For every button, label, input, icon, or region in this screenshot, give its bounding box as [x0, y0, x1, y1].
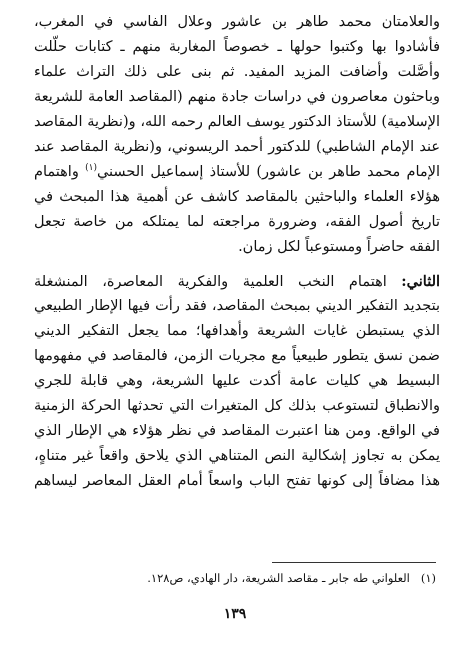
footnote-separator: [272, 562, 436, 563]
paragraph-2: [34, 269, 440, 494]
text-line: وأصَّلت وأضافت المزيد المفيد. ثم بنى على ذلك التراث علماء: [34, 64, 440, 80]
text-line: هؤلاء العلماء والباحثين بالمقاصد كاشف عن أهمية هذا المبحث في: [34, 189, 440, 205]
text-line: وباحثون معاصرون في دراسات جادة منهم (المقاصد العامة للشريعة: [34, 89, 440, 105]
main-text: [34, 10, 440, 494]
footnote-text: العلواني طه جابر ـ مقاصد الشريعة، دار الهادي، ص١٢٨.: [147, 571, 410, 585]
text-line-with-lead: [34, 269, 440, 294]
text-line: والانطباق لتستوعب بذلك كل المتغيرات التي تحدثها الحركة الزمنية: [34, 398, 440, 414]
text-line: الذي يستبطن غايات الشريعة وأهدافها؛ مما يجعل التفكير الديني: [34, 323, 440, 339]
text-line: ضمن نسق يتطور طبيعياً مع مجريات الزمن، فالمقاصد في مفهومها: [34, 348, 440, 364]
text-line: البسيط هي كليات عامة أكدت عليها الشريعة، وهي قابلة للجري: [34, 373, 440, 389]
text-segment: واهتمام: [34, 164, 79, 180]
page-number: ١٣٩: [223, 606, 247, 622]
text-line-with-footnote: [34, 160, 440, 185]
text-line: تاريخ أصول الفقه، وضرورة مراجعته لما يمتلكه من خاصة تجعل: [34, 214, 440, 230]
text-segment: اهتمام النخب العلمية والفكرية المعاصرة، المنشغلة: [34, 274, 387, 290]
text-line: هذا مضافاً إلى كونها تفتح الباب واسعاً أمام العقل المعاصر ليساهم: [34, 473, 440, 489]
footnote-reference[interactable]: (١): [85, 163, 97, 174]
paragraph-lead: الثاني:: [401, 273, 440, 290]
text-line: في الواقع. ومن هنا اعتبرت المقاصد في نظر هؤلاء هي الإطار الذي: [34, 423, 440, 439]
text-line: الفقه حاضراً ومستوعباً لكل زمان.: [238, 239, 440, 255]
footnote-number: (١): [420, 571, 436, 585]
paragraph-spacer: [34, 260, 440, 269]
text-line: والعلامتان محمد طاهر بن عاشور وعلال الفاسي في المغرب،: [34, 14, 440, 30]
text-segment: الإمام محمد طاهر بن عاشور) للأستاذ إسماعيل الحسني: [96, 164, 440, 180]
footnote: [30, 569, 436, 587]
text-line: الإسلامية) للأستاذ الدكتور يوسف العالم رحمه الله، و(نظرية المقاصد: [34, 114, 440, 130]
text-line: بتجديد التفكير الديني بمبحث المقاصد، فقد رأت فيها الإطار الطبيعي: [34, 298, 440, 314]
text-line: فأشادوا بها وكتبوا حولها ـ خصوصاً المغاربة منهم ـ كتابات حلَّلت: [34, 39, 440, 55]
text-line: يمكن به تجاوز إشكالية النص المتناهي الذي يلاحق واقعاً غير متناهٍ،: [34, 448, 440, 464]
paragraph-1: [34, 10, 440, 260]
text-line: عند الإمام الشاطبي) للدكتور أحمد الريسوني، و(نظرية المقاصد عند: [34, 139, 440, 155]
